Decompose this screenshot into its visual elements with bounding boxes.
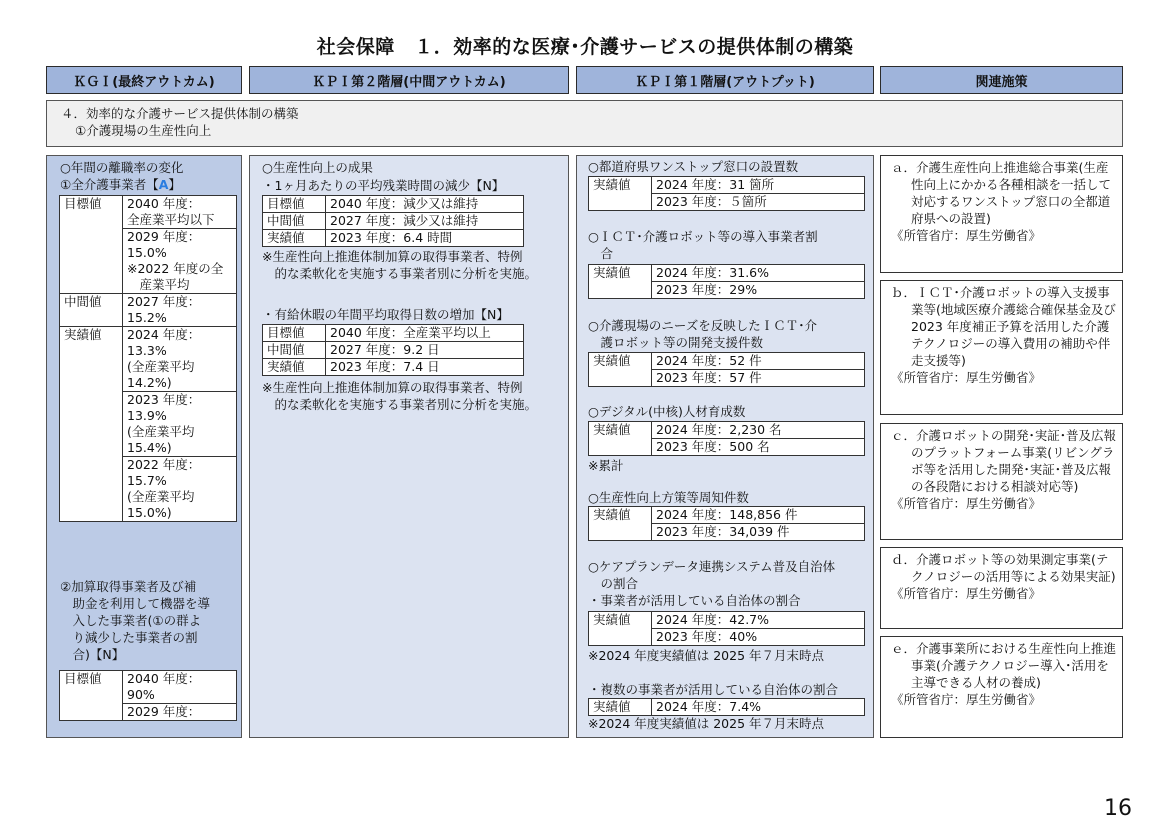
kpi1-item-2: ○ＩＣＴ･介護ロボット等の導入事業者割 合 (588, 229, 818, 261)
page-number: 16 (1104, 796, 1132, 821)
kpi1-note-7: ※2024 年度実績値は 2025 年７月末時点 (588, 716, 825, 731)
measure-d: ｄ．介護ロボット等の効果測定事業(テクノロジーの活用等による効果実証) 《所管省庁：厚生労働省》 (880, 547, 1123, 629)
kpi1-table-1: 実績値 2024 年度：31 箇所 2023 年度：５箇所 (588, 176, 865, 211)
measure-b: ｂ．ＩＣＴ･介護ロボットの導入支援事業等(地域医療介護総合確保基金及び 2023 年度補正予算を活用した介護テクノロジーの導入費用の補助や伴走支援等) 《所管省庁：厚生労働省》 (880, 280, 1123, 415)
kpi1-table-6: 実績値 2024 年度：42.7% 2023 年度：40% (588, 611, 865, 646)
kgi-column (46, 155, 242, 738)
kgi-heading: ○年間の離職率の変化 (60, 160, 184, 175)
kpi1-table-2: 実績値 2024 年度：31.6% 2023 年度：29% (588, 264, 865, 299)
header-kpi2: ＫＰＩ第２階層(中間アウトカム) (249, 66, 569, 94)
kpi2-note-2: ※生産性向上推進体制加算の取得事業者、特例 的な柔軟化を実施する事業者別に分析を実施。 (262, 380, 538, 412)
measure-a: ａ．介護生産性向上推進総合事業(生産性向上にかかる各種相談を一括して対応するワンストップ窓口の全都道府県への設置) 《所管省庁：厚生労働省》 (880, 155, 1123, 273)
kpi1-item-7: ・複数の事業者が活用している自治体の割合 (588, 682, 839, 697)
kpi2-table-2: 目標値 2040 年度：全産業平均以上 中間値 2027 年度：9.2 日 実績値 2023 年度：7.4 日 (262, 324, 524, 376)
kpi1-note-6: ※2024 年度実績値は 2025 年７月末時点 (588, 648, 825, 663)
header-measures: 関連施策 (880, 66, 1123, 94)
kgi-mid-value: 2027 年度： 15.2% (123, 294, 237, 327)
kpi1-item-4: ○デジタル(中核)人材育成数 (588, 404, 746, 419)
kgi-goal-label: 目標値 (60, 196, 123, 294)
kpi1-item-5: ○生産性向上方策等周知件数 (588, 490, 749, 505)
header-kgi: ＫＧＩ(最終アウトカム) (46, 66, 242, 94)
ministry-label: 《所管省庁：厚生労働省》 (891, 496, 1042, 511)
ministry-label: 《所管省庁：厚生労働省》 (891, 586, 1042, 601)
kgi-table-2 (59, 670, 237, 721)
kpi1-table-3: 実績値 2024 年度：52 件 2023 年度：57 件 (588, 352, 865, 387)
ministry-label: 《所管省庁：厚生労働省》 (891, 228, 1042, 243)
kpi1-table-7: 実績値 2024 年度：7.4% (588, 698, 865, 716)
kgi-goal-b: 2029 年度： 15.0% ※2022 年度の全 産業平均 (123, 229, 237, 294)
page-title: 社会保障 １．効率的な医療･介護サービスの提供体制の構築 (316, 36, 854, 58)
kgi-table-1 (59, 195, 237, 522)
measure-c: ｃ．介護ロボットの開発･実証･普及広報のプラットフォーム事業(リビングラボ等を活用した開発･実証･普及広報の各段階における相談対応等) 《所管省庁：厚生労働省》 (880, 423, 1123, 540)
header-kpi1: ＫＰＩ第１階層(アウトプット) (576, 66, 874, 94)
ministry-label: 《所管省庁：厚生労働省》 (891, 692, 1042, 707)
kgi-sub2: ②加算取得事業者及び補 助金を利用して機器を導 入した事業者(①の群よ り減少した事業者の割 合)【N】 (60, 579, 211, 662)
kpi1-table-4: 実績値 2024 年度：2,230 名 2023 年度：500 名 (588, 421, 865, 456)
kpi2-column (249, 155, 569, 738)
kpi2-table-1: 目標値 2040 年度：減少又は維持 中間値 2027 年度：減少又は維持 実績値 2023 年度：6.4 時間 (262, 195, 524, 247)
kpi2-subheading-2: ・有給休暇の年間平均取得日数の増加【N】 (262, 307, 509, 322)
kgi-mid-label: 中間値 (60, 294, 123, 327)
kpi1-column (576, 155, 874, 738)
kgi2-goal-b: 2029 年度： (123, 704, 237, 721)
measure-e: ｅ．介護事業所における生産性向上推進事業(介護テクノロジー導入･活用を主導できる人材の養成) 《所管省庁：厚生労働省》 (880, 636, 1123, 738)
kgi2-goal-a: 2040 年度： 90% (123, 671, 237, 704)
kpi2-heading: ○生産性向上の成果 (262, 160, 373, 175)
kpi1-item-3: ○介護現場のニーズを反映したＩＣＴ･介 護ロボット等の開発支援件数 (588, 318, 818, 350)
tag-a: A (158, 177, 169, 192)
kpi1-table-5: 実績値 2024 年度：148,856 件 2023 年度：34,039 件 (588, 506, 865, 541)
kpi1-note-4: ※累計 (588, 458, 624, 473)
section-subtitle: ①介護現場の生産性向上 (75, 123, 212, 138)
ministry-label: 《所管省庁：厚生労働省》 (891, 370, 1042, 385)
kpi2-subheading-1: ・1ヶ月あたりの平均残業時間の減少【N】 (262, 178, 505, 193)
kpi2-note-1: ※生産性向上推進体制加算の取得事業者、特例 的な柔軟化を実施する事業者別に分析を実施。 (262, 249, 538, 281)
kgi-actual-2023: 2023 年度： 13.9% (全産業平均 15.4%) (123, 392, 237, 457)
kgi2-goal-label: 目標値 (60, 671, 123, 721)
kgi-actual-2024: 2024 年度： 13.3% (全産業平均 14.2%) (123, 327, 237, 392)
kpi1-item-1: ○都道府県ワンストップ窓口の設置数 (588, 159, 799, 174)
kpi1-item-6: ○ケアプランデータ連携システム普及自治体 の割合 ・事業者が活用している自治体の割合 (588, 559, 836, 608)
section-heading (46, 100, 1123, 147)
kgi-actual-2022: 2022 年度： 15.7% (全産業平均 15.0%) (123, 457, 237, 522)
kgi-goal-a: 2040 年度： 全産業平均以下 (123, 196, 237, 229)
kgi-actual-label: 実績値 (60, 327, 123, 522)
kgi-subheading: ①全介護事業者【A】 (60, 177, 181, 192)
section-title: ４．効率的な介護サービス提供体制の構築 (61, 106, 299, 121)
